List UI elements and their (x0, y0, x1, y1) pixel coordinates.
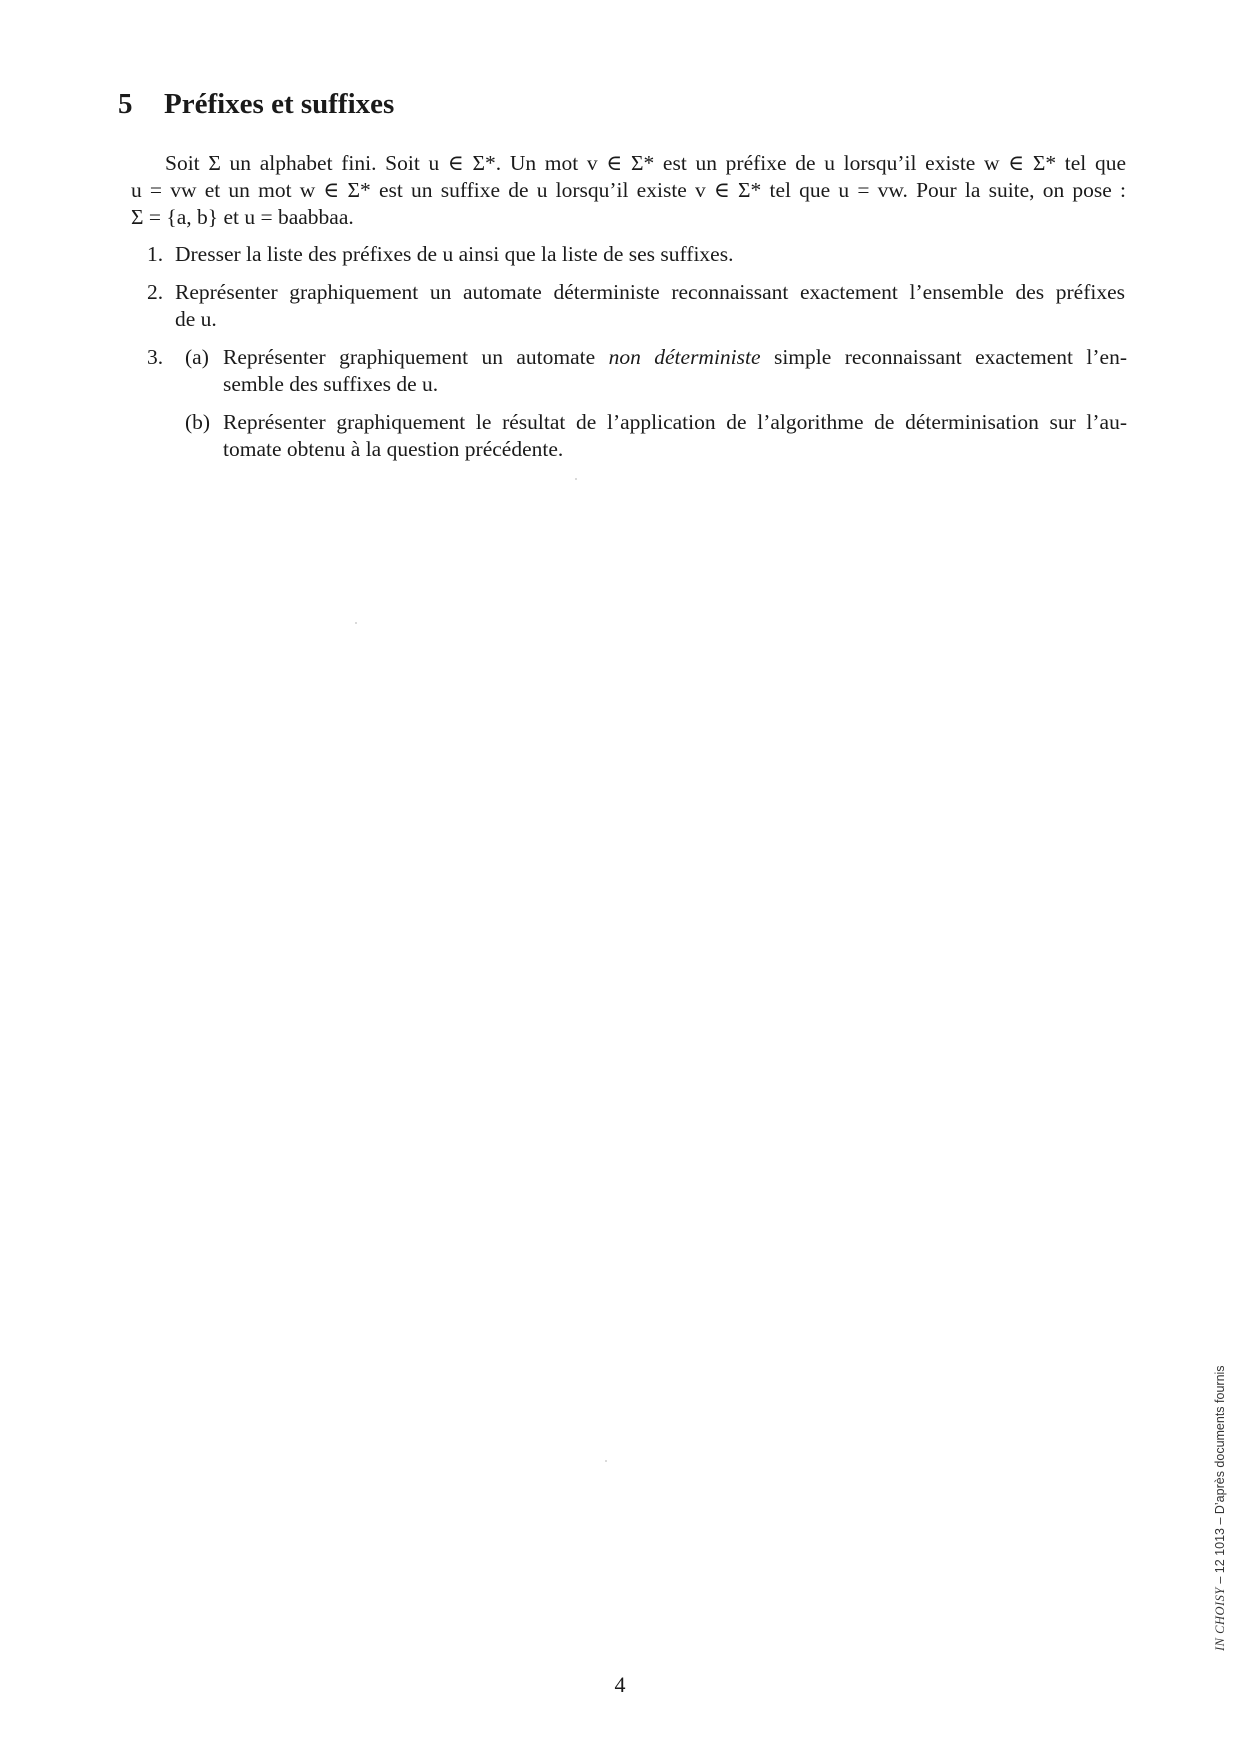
question-3a-label: (a) (185, 345, 209, 369)
question-3 (147, 344, 1127, 474)
section-title: Préfixes et suffixes (164, 88, 395, 120)
question-2-line-2: de u. (175, 307, 217, 331)
question-3b-line-1: Représenter graphiquement le résultat de l’application de l’algorithme de déterminisation sur l’au- (223, 410, 1127, 434)
question-2 (147, 279, 1127, 335)
emphasis-non-deterministe: non déterministe (608, 345, 761, 369)
question-1-label: 1. (147, 242, 164, 266)
question-2-label: 2. (147, 280, 164, 304)
intro-paragraph (131, 150, 1126, 231)
question-1-text: Dresser la liste des préfixes de u ainsi que la liste de ses suffixes. (175, 242, 734, 266)
scan-speck (605, 1460, 607, 1462)
question-3b-text (223, 409, 1127, 463)
question-3b (185, 409, 1127, 465)
question-3b-label: (b) (185, 410, 211, 434)
section-number: 5 (118, 88, 133, 120)
question-3-label: 3. (147, 345, 164, 369)
section-heading (118, 88, 394, 121)
question-1 (147, 241, 1127, 269)
scan-speck (575, 478, 577, 480)
question-3a-line-1: Représenter graphiquement un automate non déterministe simple reconnaissant exactement l’en- (223, 345, 1128, 369)
intro-line-2: u = vw et un mot w ∈ Σ* est un suffixe de u lorsqu’il existe v ∈ Σ* tel que u = vw. Pour la suite, on pose : (131, 178, 1126, 202)
intro-line-1: Soit Σ un alphabet fini. Soit u ∈ Σ*. Un mot v ∈ Σ* est un préfixe de u lorsqu’il existe w ∈ Σ* tel que (165, 151, 1126, 175)
side-note-rest: – 12 1013 – D’après documents fournis (1213, 1365, 1227, 1588)
question-2-line-1: Représenter graphiquement un automate déterministe reconnaissant exactement l’ensemble des préfixes (175, 280, 1125, 304)
intro-line-3: Σ = {a, b} et u = baabbaa. (131, 205, 354, 229)
side-note-org: IN CHOISY (1213, 1587, 1227, 1651)
scan-speck (355, 622, 357, 624)
question-3a-text (223, 344, 1127, 398)
question-3b-line-2: tomate obtenu à la question précédente. (223, 437, 564, 461)
question-3a-line-2: semble des suffixes de u. (223, 372, 439, 396)
page-number: 4 (614, 1672, 626, 1697)
side-note-vertical (1213, 1365, 1228, 1651)
question-3a (185, 344, 1127, 400)
question-2-text (175, 279, 1125, 333)
